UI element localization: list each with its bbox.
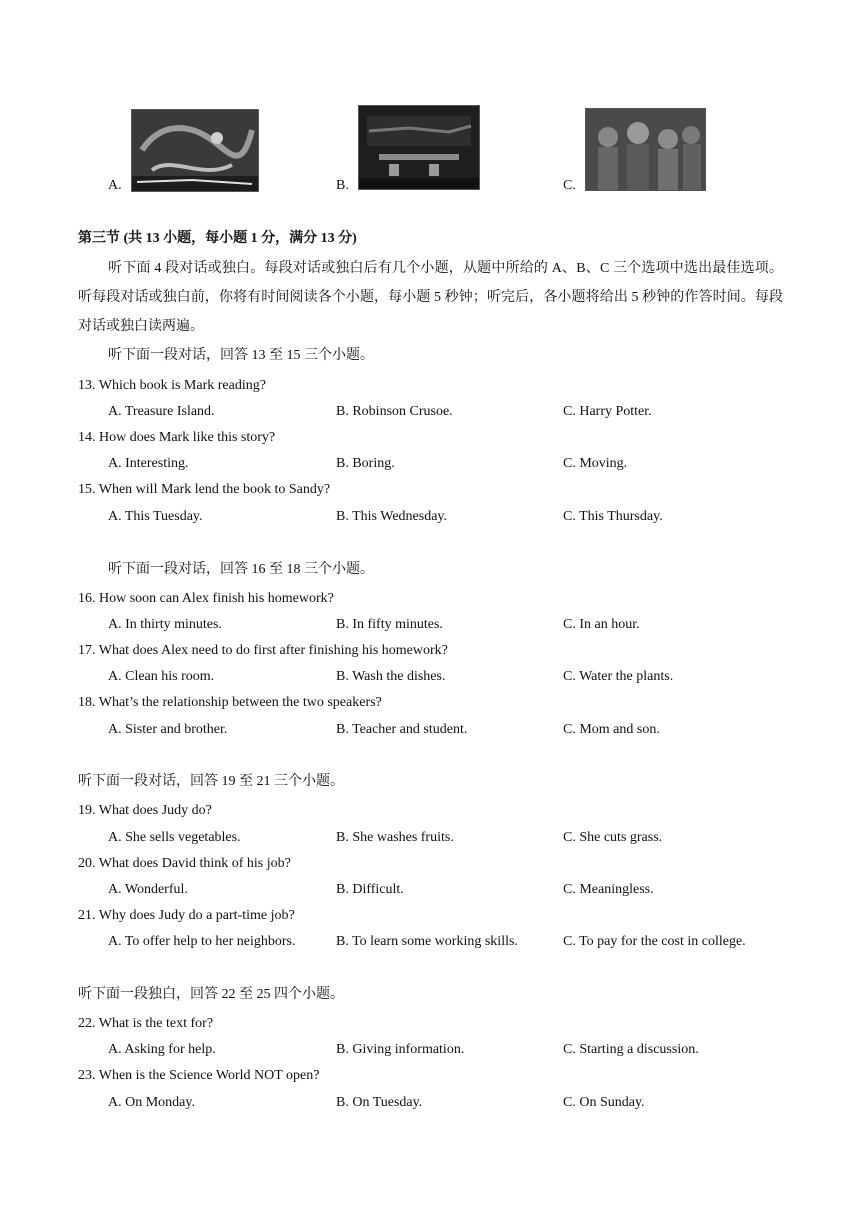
section-instructions-text: 听下面 4 段对话或独白。每段对话或独白后有几个小题，从题中所给的 A、B、C 三个选项中选出最佳选项。听每段对话或独白前，你将有时间阅读各个小题，每小题 5 秒钟；听完后，各小题将给出 5 秒钟的作答时间。每段对话或独白读两遍。 [78, 261, 783, 334]
option-b[interactable]: B. Wash the dishes. [336, 669, 446, 684]
option-b[interactable]: B. On Tuesday. [336, 1095, 423, 1110]
dragon-photo-icon [131, 109, 259, 192]
question-16: 16. How soon can Alex finish his homework? [78, 591, 334, 606]
option-c[interactable]: C. Water the plants. [563, 669, 674, 684]
option-b[interactable]: B. Robinson Crusoe. [336, 404, 453, 419]
option-c[interactable]: C. Harry Potter. [563, 404, 652, 419]
question-13: 13. Which book is Mark reading? [78, 378, 266, 393]
option-a[interactable]: A. In thirty minutes. [108, 617, 222, 632]
question-20: 20. What does David think of his job? [78, 856, 291, 871]
section-title: 第三节 (共 13 小题，每小题 1 分，满分 13 分) [78, 231, 357, 246]
option-b[interactable]: B. Teacher and student. [336, 722, 468, 737]
question-17: 17. What does Alex need to do first after finishing his homework? [78, 643, 448, 658]
option-a[interactable]: A. Asking for help. [108, 1042, 216, 1057]
question-18: 18. What’s the relationship between the two speakers? [78, 695, 382, 710]
image-option-a-label: A. [108, 178, 122, 193]
option-a[interactable]: A. On Monday. [108, 1095, 195, 1110]
option-b[interactable]: B. This Wednesday. [336, 509, 447, 524]
option-c[interactable]: C. To pay for the cost in college. [563, 934, 746, 949]
dark-street-photo-icon [358, 105, 480, 190]
question-15: 15. When will Mark lend the book to Sandy? [78, 482, 331, 497]
group-intro: 听下面一段对话，回答 19 至 21 三个小题。 [78, 774, 344, 789]
option-a[interactable]: A. Interesting. [108, 456, 189, 471]
option-c[interactable]: C. This Thursday. [563, 509, 663, 524]
group-intro: 听下面一段对话，回答 13 至 15 三个小题。 [108, 348, 374, 363]
option-a[interactable]: A. This Tuesday. [108, 509, 203, 524]
image-option-c-label: C. [563, 178, 576, 193]
option-a[interactable]: A. Clean his room. [108, 669, 215, 684]
option-b[interactable]: B. To learn some working skills. [336, 934, 518, 949]
image-option-b-label: B. [336, 178, 349, 193]
option-c[interactable]: C. On Sunday. [563, 1095, 645, 1110]
option-b[interactable]: B. Difficult. [336, 882, 404, 897]
option-c[interactable]: C. Meaningless. [563, 882, 654, 897]
question-22: 22. What is the text for? [78, 1016, 214, 1031]
question-23: 23. When is the Science World NOT open? [78, 1068, 320, 1083]
option-a[interactable]: A. Treasure Island. [108, 404, 215, 419]
option-c[interactable]: C. Mom and son. [563, 722, 660, 737]
group-intro: 听下面一段对话，回答 16 至 18 三个小题。 [108, 562, 374, 577]
option-b[interactable]: B. Giving information. [336, 1042, 465, 1057]
option-a[interactable]: A. Sister and brother. [108, 722, 228, 737]
option-a[interactable]: A. To offer help to her neighbors. [108, 934, 296, 949]
option-a[interactable]: A. She sells vegetables. [108, 830, 241, 845]
option-c[interactable]: C. She cuts grass. [563, 830, 663, 845]
option-c[interactable]: C. In an hour. [563, 617, 640, 632]
question-21: 21. Why does Judy do a part-time job? [78, 908, 295, 923]
question-14: 14. How does Mark like this story? [78, 430, 276, 445]
section-instructions [78, 254, 783, 341]
option-b[interactable]: B. Boring. [336, 456, 395, 471]
option-a[interactable]: A. Wonderful. [108, 882, 188, 897]
people-crowd-photo-icon [585, 108, 706, 191]
option-c[interactable]: C. Starting a discussion. [563, 1042, 699, 1057]
option-b[interactable]: B. She washes fruits. [336, 830, 454, 845]
question-19: 19. What does Judy do? [78, 803, 212, 818]
option-b[interactable]: B. In fifty minutes. [336, 617, 443, 632]
option-c[interactable]: C. Moving. [563, 456, 628, 471]
group-intro: 听下面一段独白，回答 22 至 25 四个小题。 [78, 987, 344, 1002]
